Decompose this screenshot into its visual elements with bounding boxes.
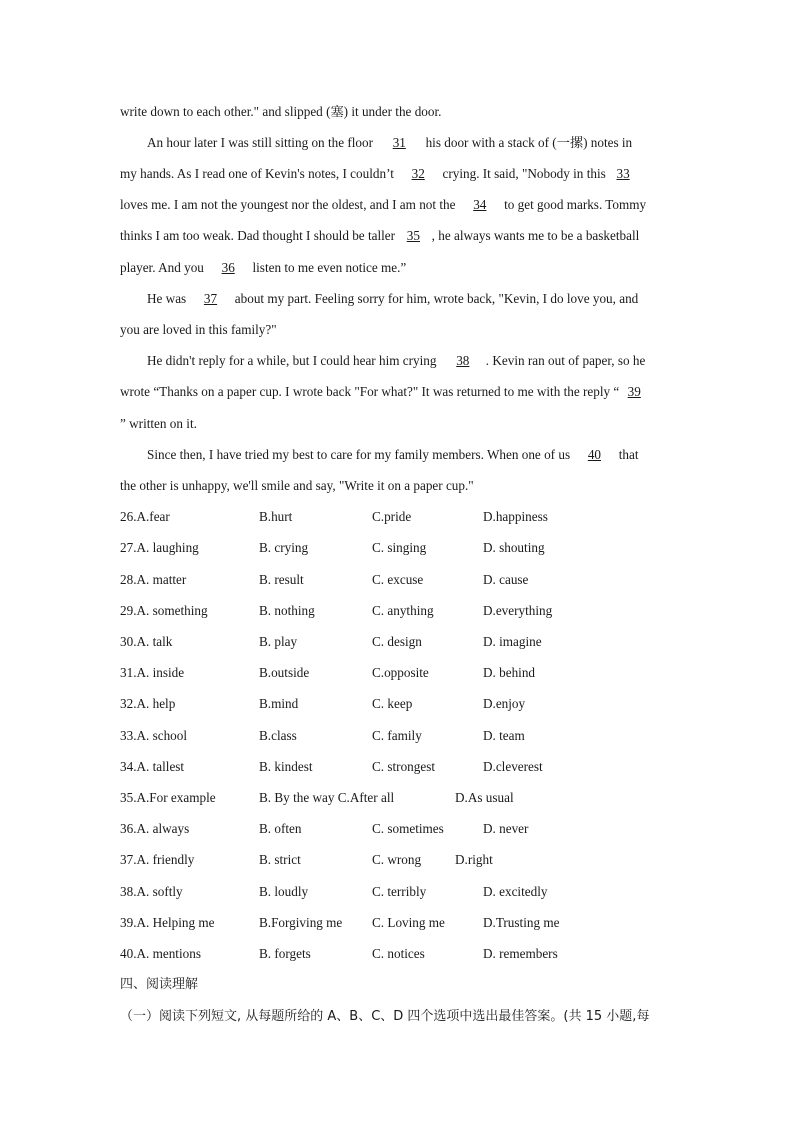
option-d: D.everything (483, 603, 553, 618)
option-b: B. crying (259, 540, 309, 555)
option-a: 38.A. softly (120, 884, 183, 899)
passage-text: about my part. Feeling sorry for him, wrote back, "Kevin, I do love you, and (234, 291, 639, 306)
option-c: C. Loving me (372, 915, 445, 930)
option-d: D. remembers (483, 946, 558, 961)
passage-line (120, 415, 676, 433)
passage-text: , he always wants me to be a basketball (431, 228, 640, 243)
option-d: D.right (455, 852, 493, 867)
passage-line (120, 383, 676, 401)
blank-32: 32 (411, 166, 425, 181)
passage-text: to get good marks. Tommy (504, 197, 647, 212)
option-a: 28.A. matter (120, 572, 187, 587)
passage-text: write down to each other." and slipped (塞) it under the door. (120, 104, 442, 119)
section-title: 四、阅读理解 (120, 977, 199, 992)
blank-40: 40 (587, 447, 601, 462)
passage-text: wrote “Thanks on a paper cup. I wrote back "For what?" It was returned to me with the reply “ (120, 384, 620, 399)
passage-text: ” written on it. (120, 416, 197, 431)
blank-36: 36 (221, 260, 235, 275)
option-a: 37.A. friendly (120, 852, 195, 867)
passage-line (120, 134, 676, 152)
option-d: D. team (483, 728, 525, 743)
passage-text: you are loved in this family?" (120, 322, 277, 337)
blank-33: 33 (616, 166, 630, 181)
option-b: B.hurt (259, 509, 293, 524)
option-a: 31.A. inside (120, 665, 185, 680)
option-b: B. forgets (259, 946, 311, 961)
option-a: 40.A. mentions (120, 946, 201, 961)
option-c: C. design (372, 634, 422, 649)
blank-35: 35 (406, 228, 420, 243)
option-b: B. nothing (259, 603, 315, 618)
passage-text: loves me. I am not the youngest nor the oldest, and I am not the (120, 197, 456, 212)
option-c: C. keep (372, 696, 413, 711)
passage-text: that (618, 447, 639, 462)
blank-31: 31 (392, 135, 406, 150)
option-a: 39.A. Helping me (120, 915, 215, 930)
passage-line (120, 165, 676, 183)
option-c: C. sometimes (372, 821, 444, 836)
option-c: C. notices (372, 946, 425, 961)
option-c: C.pride (372, 509, 412, 524)
option-c: C. family (372, 728, 422, 743)
option-d: D.happiness (483, 509, 548, 524)
option-a: 26.A.fear (120, 509, 170, 524)
option-c: C. wrong (372, 852, 422, 867)
passage-text: the other is unhappy, we'll smile and say, "Write it on a paper cup." (120, 478, 474, 493)
option-d: D. shouting (483, 540, 545, 555)
option-d: D. imagine (483, 634, 542, 649)
passage-line (120, 446, 676, 464)
option-c: C. strongest (372, 759, 436, 774)
passage-line (120, 352, 676, 370)
passage-text: thinks I am too weak. Dad thought I should be taller (120, 228, 396, 243)
option-a: 33.A. school (120, 728, 188, 743)
option-d: D. never (483, 821, 529, 836)
option-a: 32.A. help (120, 696, 176, 711)
passage-text: An hour later I was still sitting on the floor (147, 135, 373, 150)
option-b: B. By the way C.After all (259, 790, 395, 805)
option-d: D.Trusting me (483, 915, 560, 930)
blank-39: 39 (627, 384, 641, 399)
blank-38: 38 (456, 353, 470, 368)
passage-line (120, 321, 676, 339)
option-b: B. loudly (259, 884, 309, 899)
passage-line (120, 227, 676, 245)
option-d: D. excitedly (483, 884, 548, 899)
option-c: C. anything (372, 603, 434, 618)
passage-text: listen to me even notice me.” (252, 260, 407, 275)
option-a: 34.A. tallest (120, 759, 185, 774)
option-c: C. excuse (372, 572, 424, 587)
option-b: B.Forgiving me (259, 915, 343, 930)
passage-line (120, 259, 676, 277)
passage-text: crying. It said, "Nobody in this (442, 166, 606, 181)
option-b: B. strict (259, 852, 301, 867)
option-d: D.enjoy (483, 696, 526, 711)
passage-line (120, 290, 676, 308)
passage-text: my hands. As I read one of Kevin's notes, I couldn’t (120, 166, 394, 181)
option-b: B.class (259, 728, 297, 743)
option-a: 35.A.For example (120, 790, 216, 805)
option-c: C.opposite (372, 665, 429, 680)
passage-text: He didn't reply for a while, but I could hear him crying (147, 353, 437, 368)
option-d: D. cause (483, 572, 529, 587)
option-b: B. often (259, 821, 302, 836)
option-a: 30.A. talk (120, 634, 173, 649)
section-instruction: （一）阅读下列短文, 从每题所给的 A、B、C、D 四个选项中选出最佳答案。(共 15 小题,每 (120, 1009, 650, 1024)
option-a: 29.A. something (120, 603, 208, 618)
passage-line (120, 477, 676, 495)
passage-text: his door with a stack of (一摞) notes in (425, 135, 633, 150)
blank-37: 37 (203, 291, 218, 306)
option-b: B.outside (259, 665, 310, 680)
option-d: D.cleverest (483, 759, 543, 774)
passage-text: He was (147, 291, 187, 306)
option-b: B. play (259, 634, 298, 649)
option-c: C. terribly (372, 884, 427, 899)
passage-text: . Kevin ran out of paper, so he (485, 353, 646, 368)
blank-34: 34 (473, 197, 487, 212)
passage-line (120, 103, 676, 121)
passage-text: player. And you (120, 260, 204, 275)
option-a: 36.A. always (120, 821, 190, 836)
option-a: 27.A. laughing (120, 540, 199, 555)
passage-text: Since then, I have tried my best to care for my family members. When one of us (147, 447, 571, 462)
option-d: D. behind (483, 665, 536, 680)
option-b: B.mind (259, 696, 299, 711)
option-b: B. kindest (259, 759, 313, 774)
option-d: D.As usual (455, 790, 514, 805)
passage-line (120, 196, 676, 214)
option-b: B. result (259, 572, 304, 587)
option-c: C. singing (372, 540, 427, 555)
